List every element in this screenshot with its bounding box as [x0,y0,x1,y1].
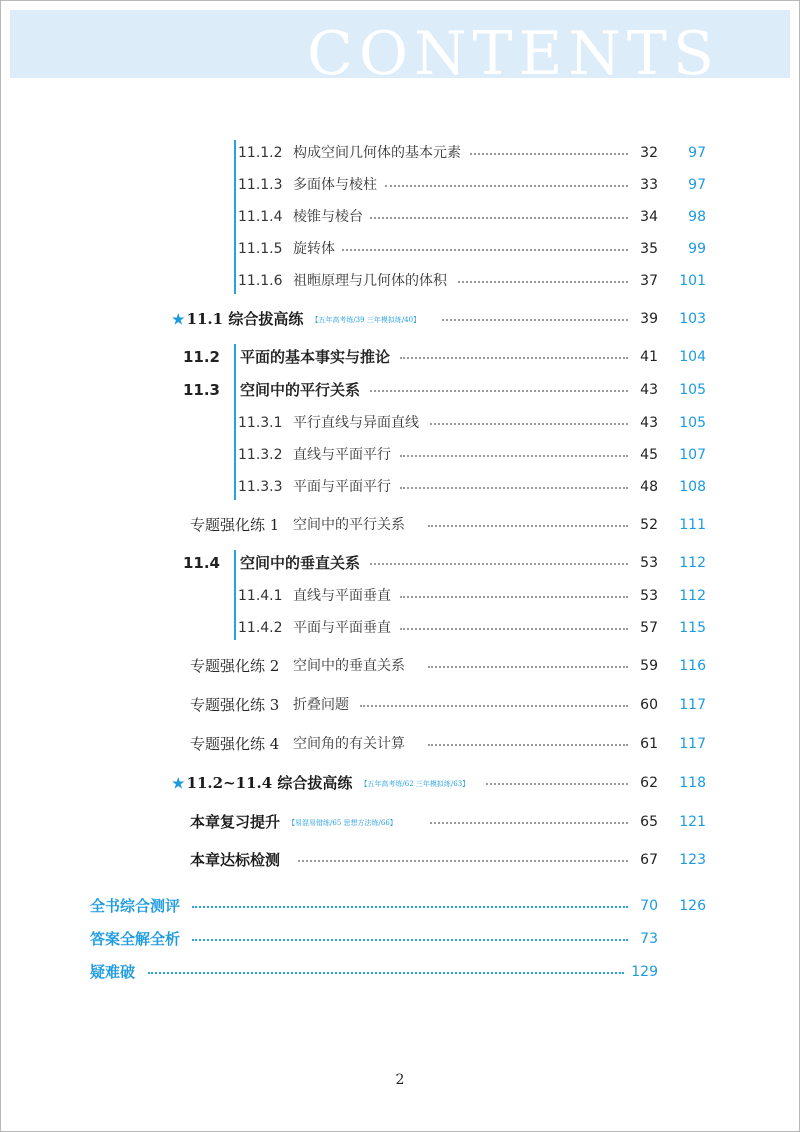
entry-number: 11.4.1 [238,588,283,604]
entry-title: 平面与平面垂直 [293,620,391,636]
answer-page-ref: 97 [688,145,706,161]
entry-number: 11.4 [182,554,220,572]
answer-page-ref: 97 [688,177,706,193]
page-ref: 32 [640,145,658,161]
entry-title: 平面与平面平行 [293,479,391,495]
answer-page-ref: 99 [688,241,706,257]
entry-number: 11.1.6 [238,273,283,289]
leader-dots [400,357,628,359]
entry-note: 【五年高考练/62 三年模拟练/63】 [360,780,470,788]
page-ref: 39 [640,311,658,327]
answer-page-ref: 98 [688,209,706,225]
toc-entry-special[interactable] [0,513,800,537]
entry-title: 疑难破 [90,963,136,981]
page-ref: 67 [640,852,658,868]
entry-title: 本章达标检测 [190,851,281,869]
entry-title: 平面的基本事实与推论 [240,348,391,366]
answer-page-ref: 112 [679,555,706,571]
answer-page-ref: 105 [679,382,706,398]
page-ref: 35 [640,241,658,257]
entry-title: 11.2~11.4 综合拔高练 [186,774,353,792]
entry-title: 直线与平面平行 [293,447,391,463]
entry-number: 11.4.2 [238,620,283,636]
answer-page-ref: 115 [679,620,706,636]
toc-entry[interactable] [0,616,800,640]
entry-number: 专题强化练 2 [190,657,280,675]
answer-page-ref: 117 [679,697,706,713]
entry-title: 多面体与棱柱 [293,177,377,193]
entry-title: 直线与平面垂直 [293,588,391,604]
page-ref: 61 [640,736,658,752]
toc-entry-special[interactable] [0,654,800,678]
star-icon: ★ [172,776,185,792]
page-ref: 60 [640,697,658,713]
page-ref: 129 [631,964,658,980]
answer-page-ref: 104 [679,349,706,365]
toc-entry-chapter[interactable] [0,810,800,834]
entry-number: 11.2 [182,348,220,366]
header-band [10,10,790,78]
toc-entry[interactable] [0,141,800,165]
page-ref: 37 [640,273,658,289]
toc-entry-book[interactable] [0,894,800,918]
page-ref: 70 [640,898,658,914]
star-icon: ★ [172,312,185,328]
page-ref: 48 [640,479,658,495]
answer-page-ref: 116 [679,658,706,674]
entry-number: 11.1.3 [238,177,283,193]
toc-entry-special[interactable] [0,732,800,756]
toc-entry-special[interactable] [0,693,800,717]
leader-dots [442,319,628,321]
entry-number: 11.3.2 [238,447,283,463]
toc-entry-book[interactable] [0,960,800,984]
entry-title: 空间角的有关计算 [293,736,405,752]
entry-number: 11.1.5 [238,241,283,257]
leader-dots [428,744,628,746]
answer-page-ref: 126 [679,898,706,914]
answer-page-ref: 118 [679,775,706,791]
leader-dots [428,525,628,527]
leader-dots [428,666,628,668]
entry-title: 空间中的垂直关系 [293,658,405,674]
entry-title: 空间中的垂直关系 [240,554,361,572]
toc-entry[interactable] [0,443,800,467]
leader-dots [192,906,628,908]
leader-dots [400,628,628,630]
toc-entry[interactable] [0,584,800,608]
entry-number: 专题强化练 1 [190,516,280,534]
entry-title: 本章复习提升 [190,813,281,831]
page-ref: 43 [640,382,658,398]
contents-watermark: CONTENTS [306,19,720,78]
answer-page-ref: 112 [679,588,706,604]
entry-title: 构成空间几何体的基本元素 [293,145,461,161]
page-ref: 57 [640,620,658,636]
leader-dots [400,487,628,489]
page-ref: 45 [640,447,658,463]
leader-dots [360,705,628,707]
entry-number: 11.1.2 [238,145,283,161]
answer-page-ref: 111 [679,517,706,533]
leader-dots [400,455,628,457]
leader-dots [370,390,628,392]
page-ref: 59 [640,658,658,674]
entry-number: 专题强化练 4 [190,735,280,753]
entry-title: 棱锥与棱台 [293,209,363,225]
entry-number: 专题强化练 3 [190,696,280,714]
answer-page-ref: 105 [679,415,706,431]
entry-title: 空间中的平行关系 [240,381,361,399]
entry-title: 答案全解全析 [90,930,181,948]
toc-entry[interactable] [0,205,800,229]
page-ref: 41 [640,349,658,365]
leader-dots [192,939,628,941]
entry-title: 旋转体 [293,241,335,257]
leader-dots [370,563,628,565]
page-ref: 52 [640,517,658,533]
leader-dots [430,423,628,425]
entry-title: 空间中的平行关系 [293,517,405,533]
entry-title: 全书综合测评 [90,897,181,915]
toc-entry[interactable] [0,269,800,293]
toc-entry-book[interactable] [0,927,800,951]
page-ref: 43 [640,415,658,431]
entry-title: 11.1 综合拔高练 [186,310,304,328]
entry-title: 折叠问题 [293,697,349,713]
leader-dots [342,249,628,251]
leader-dots [148,972,624,974]
toc-entry[interactable] [0,173,800,197]
toc-entry-comprehensive[interactable] [0,307,800,331]
toc-entry-comprehensive[interactable] [0,771,800,795]
entry-number: 11.3 [182,381,220,399]
toc-entry-section[interactable] [0,378,800,402]
leader-dots [470,153,628,155]
answer-page-ref: 123 [679,852,706,868]
answer-page-ref: 101 [679,273,706,289]
leader-dots [400,596,628,598]
leader-dots [370,217,628,219]
answer-page-ref: 107 [679,447,706,463]
toc-entry-chapter[interactable] [0,848,800,872]
page-ref: 62 [640,775,658,791]
entry-number: 11.1.4 [238,209,283,225]
answer-page-ref: 108 [679,479,706,495]
toc-entry[interactable] [0,237,800,261]
page-ref: 65 [640,814,658,830]
entry-title: 平行直线与异面直线 [293,415,419,431]
leader-dots [486,783,628,785]
page-ref: 34 [640,209,658,225]
leader-dots [298,860,628,862]
page-ref: 33 [640,177,658,193]
toc-entry[interactable] [0,475,800,499]
page-ref: 53 [640,555,658,571]
leader-dots [458,281,628,283]
answer-page-ref: 121 [679,814,706,830]
answer-page-ref: 103 [679,311,706,327]
entry-number: 11.3.3 [238,479,283,495]
leader-dots [385,185,628,187]
leader-dots [430,822,628,824]
page-ref: 53 [640,588,658,604]
entry-number: 11.3.1 [238,415,283,431]
entry-note: 【易混易错练/65 思想方法练/66】 [288,819,397,827]
toc-entry-section[interactable] [0,345,800,369]
page-number: 2 [395,1072,405,1088]
toc-entry-section[interactable] [0,551,800,575]
entry-note: 【五年高考练/39 三年模拟练/40】 [311,316,421,324]
answer-page-ref: 117 [679,736,706,752]
page-ref: 73 [640,931,658,947]
entry-title: 祖暅原理与几何体的体积 [293,273,447,289]
toc-entry[interactable] [0,411,800,435]
